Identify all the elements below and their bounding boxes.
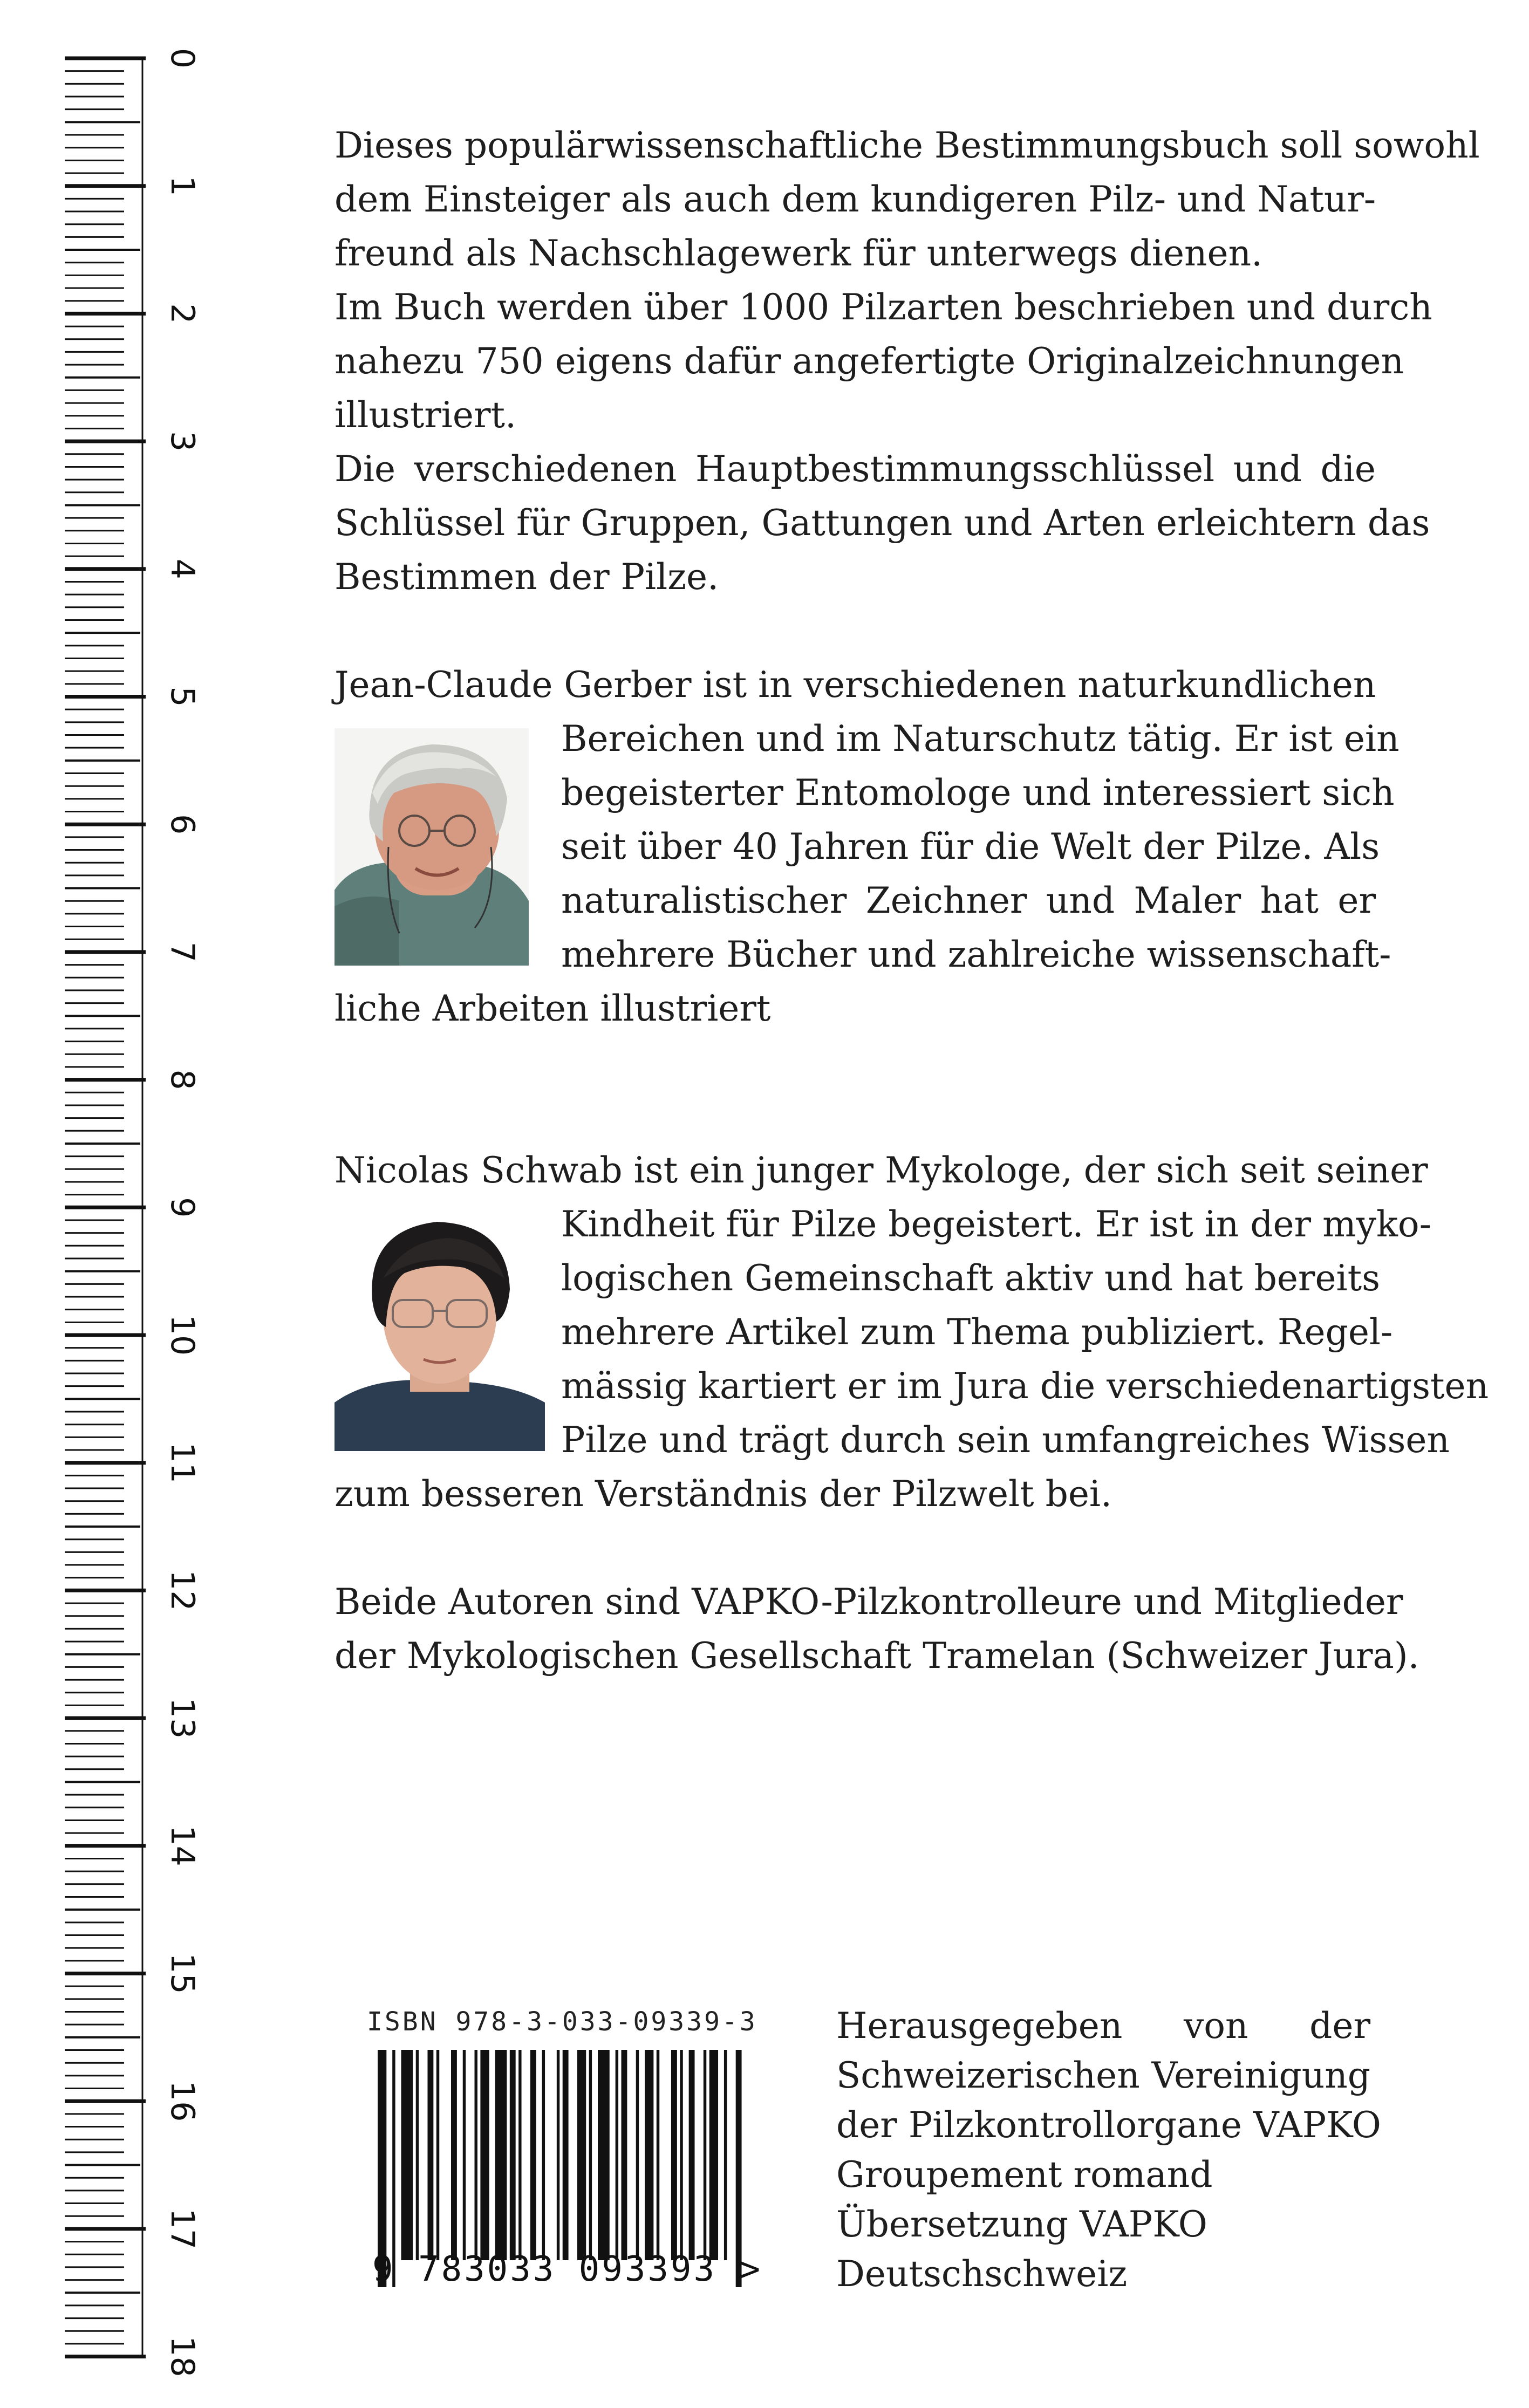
barcode-bar bbox=[577, 2050, 586, 2260]
ruler-label: 16 bbox=[163, 2081, 201, 2122]
barcode-bar bbox=[563, 2050, 569, 2260]
barcode-bar bbox=[510, 2050, 516, 2260]
intro-line: freund als Nachschlagewerk für unterwegs dienen. bbox=[335, 232, 1263, 274]
ruler-label: 18 bbox=[163, 2336, 201, 2377]
author1-line: liche Arbeiten illustriert bbox=[335, 988, 771, 1029]
ruler-label: 11 bbox=[163, 1442, 201, 1483]
barcode-bar bbox=[622, 2050, 627, 2260]
isbn-label: ISBN 978-3-033-09339-3 bbox=[367, 2007, 757, 2037]
ruler-label: 14 bbox=[163, 1825, 201, 1866]
author1-line: naturalistischer Zeichner und Maler hat er bbox=[561, 880, 1376, 921]
ruler-label: 15 bbox=[163, 1953, 201, 1994]
barcode-bar bbox=[589, 2050, 592, 2260]
author2-line: mehrere Artikel zum Thema publiziert. Regel- bbox=[561, 1311, 1393, 1353]
author1-line: Bereichen und im Naturschutz tätig. Er ist ein bbox=[561, 718, 1400, 760]
author1-bio-end bbox=[335, 982, 1376, 1036]
closing-paragraph bbox=[335, 1575, 1419, 1683]
author2-line: Nicolas Schwab ist ein junger Mykologe, der sich seit seiner bbox=[335, 1150, 1428, 1191]
barcode-bar bbox=[542, 2050, 545, 2260]
publisher-line: Deutschschweiz bbox=[836, 2253, 1128, 2295]
ruler-label: 8 bbox=[163, 1069, 201, 1090]
ruler-label: 9 bbox=[163, 1197, 201, 1218]
barcode-bar bbox=[480, 2050, 489, 2260]
ruler bbox=[0, 0, 216, 2408]
author2-bio-end bbox=[335, 1467, 1376, 1521]
barcode-bar bbox=[463, 2050, 466, 2260]
author2-bio-wrap bbox=[561, 1198, 1489, 1467]
author2-photo bbox=[335, 1208, 545, 1451]
barcode-bar bbox=[657, 2050, 659, 2260]
author2-line: Kindheit für Pilze begeistert. Er ist in der myko- bbox=[561, 1203, 1431, 1245]
closing-line: Beide Autoren sind VAPKO-Pilzkontrolleure und Mitglieder bbox=[335, 1581, 1403, 1623]
barcode-bar bbox=[704, 2050, 706, 2260]
author2-line: zum besseren Verständnis der Pilzwelt bei. bbox=[335, 1473, 1112, 1515]
publisher-line: Schweizerischen Vereinigung bbox=[836, 2055, 1370, 2096]
barcode-bar bbox=[709, 2050, 718, 2260]
ruler-label: 2 bbox=[163, 303, 201, 324]
barcode-bar bbox=[518, 2050, 521, 2260]
barcode-bar bbox=[616, 2050, 618, 2260]
intro-paragraph bbox=[335, 119, 1480, 604]
barcode-bar bbox=[530, 2050, 536, 2260]
publisher-info bbox=[836, 2001, 1381, 2299]
ruler-label: 3 bbox=[163, 431, 201, 452]
author1-line: begeisterter Entomologe und interessiert sich bbox=[561, 772, 1395, 813]
ruler-label: 17 bbox=[163, 2208, 201, 2250]
author1-line: Jean-Claude Gerber ist in verschiedenen naturkundlichen bbox=[335, 664, 1376, 706]
barcode bbox=[367, 2050, 755, 2341]
intro-line: Schlüssel für Gruppen, Gattungen und Arten erleichtern das bbox=[335, 502, 1430, 544]
publisher-line: Herausgegeben von der bbox=[836, 2005, 1370, 2047]
ruler-label: 6 bbox=[163, 814, 201, 835]
author1-line: mehrere Bücher und zahlreiche wissenschaft- bbox=[561, 934, 1391, 975]
intro-line: Dieses populärwissenschaftliche Bestimmungsbuch soll sowohl bbox=[335, 125, 1480, 166]
ruler-label: 10 bbox=[163, 1314, 201, 1356]
author2-line: mässig kartiert er im Jura die verschiedenartigsten bbox=[561, 1365, 1489, 1407]
barcode-bar bbox=[401, 2050, 413, 2260]
barcode-bar bbox=[598, 2050, 610, 2260]
author1-photo bbox=[335, 728, 529, 966]
ruler-label: 4 bbox=[163, 558, 201, 579]
barcode-bar bbox=[416, 2050, 419, 2260]
barcode-bar bbox=[636, 2050, 639, 2260]
intro-line: Bestimmen der Pilze. bbox=[335, 556, 719, 598]
ruler-label: 5 bbox=[163, 686, 201, 707]
publisher-line: Übersetzung VAPKO bbox=[836, 2204, 1207, 2245]
author1-bio bbox=[335, 658, 1376, 712]
author1-line: seit über 40 Jahren für die Welt der Pilze. Als bbox=[561, 826, 1380, 867]
intro-line: dem Einsteiger als auch dem kundigeren Pilz- und Natur- bbox=[335, 179, 1376, 220]
intro-line: Im Buch werden über 1000 Pilzarten beschrieben und durch bbox=[335, 286, 1432, 328]
publisher-line: Groupement romand bbox=[836, 2154, 1213, 2195]
ruler-label: 7 bbox=[163, 941, 201, 962]
barcode-bar bbox=[689, 2050, 695, 2260]
ruler-label: 12 bbox=[163, 1570, 201, 1611]
barcode-bar bbox=[724, 2050, 727, 2260]
ruler-label: 13 bbox=[163, 1697, 201, 1739]
author2-line: logischen Gemeinschaft aktiv und hat bereits bbox=[561, 1257, 1380, 1299]
barcode-bar bbox=[645, 2050, 653, 2260]
barcode-bar bbox=[436, 2050, 439, 2260]
barcode-bar bbox=[451, 2050, 457, 2260]
barcode-bar bbox=[680, 2050, 682, 2260]
ruler-label: 0 bbox=[163, 47, 201, 69]
intro-line: Die verschiedenen Hauptbestimmungsschlüssel und die bbox=[335, 448, 1376, 490]
barcode-digits: 9 783033 093393 > bbox=[372, 2249, 763, 2289]
publisher-line: der Pilzkontrollorgane VAPKO bbox=[836, 2104, 1381, 2146]
author2-bio bbox=[335, 1144, 1428, 1198]
closing-line: der Mykologischen Gesellschaft Tramelan (Schweizer Jura). bbox=[335, 1635, 1419, 1677]
intro-line: illustriert. bbox=[335, 394, 516, 436]
author2-line: Pilze und trägt durch sein umfangreiches Wissen bbox=[561, 1419, 1450, 1461]
ruler-label: 1 bbox=[163, 175, 201, 196]
barcode-bar bbox=[427, 2050, 433, 2260]
author1-bio-wrap bbox=[561, 712, 1400, 982]
barcode-bar bbox=[671, 2050, 677, 2260]
intro-line: nahezu 750 eigens dafür angefertigte Originalzeichnungen bbox=[335, 340, 1404, 382]
barcode-bar bbox=[495, 2050, 507, 2260]
barcode-bar bbox=[475, 2050, 477, 2260]
barcode-bar bbox=[557, 2050, 559, 2260]
